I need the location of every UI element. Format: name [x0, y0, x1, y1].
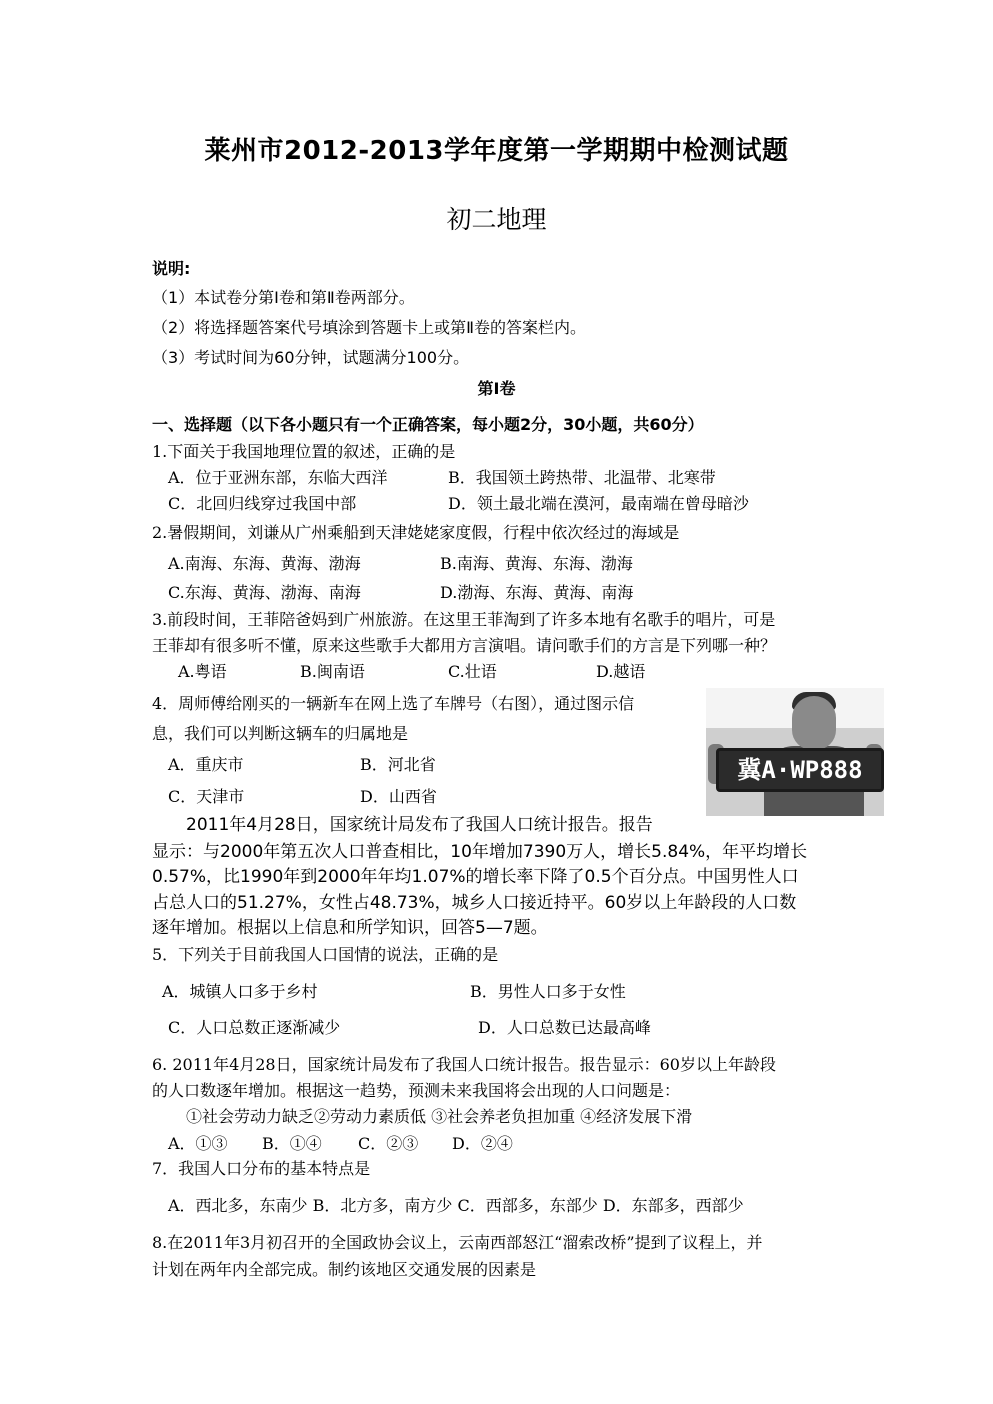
question-1-option-a: A．位于亚洲东部，东临大西洋 [168, 468, 388, 487]
question-8-stem: 8.在2011年3月初召开的全国政协会议上，云南西部怒江“溜索改桥”提到了议程上，并 [152, 1233, 763, 1252]
question-1-option-b: B．我国领土跨热带、北温带、北寒带 [448, 468, 716, 487]
question-1-option-d: D．领土最北端在漠河，最南端在曾母暗沙 [448, 494, 749, 513]
question-4-option-d: D．山西省 [360, 787, 437, 806]
question-7-options: A．西北多，东南少 B．北方多，南方少 C．西部多，东部少 D．东部多，西部少 [168, 1196, 744, 1215]
license-plate: 冀A·WP888 [716, 748, 884, 792]
passage-line: 2011年4月28日，国家统计局发布了我国人口统计报告。报告 [186, 815, 653, 835]
question-2-stem: 2.暑假期间，刘谦从广州乘船到天津姥姥家度假，行程中依次经过的海域是 [152, 523, 680, 542]
note-item: （1）本试卷分第Ⅰ卷和第Ⅱ卷两部分。 [152, 288, 415, 307]
exam-title: 莱州市2012-2013学年度第一学期期中检测试题 [204, 136, 789, 166]
section-title: 第Ⅰ卷 [477, 379, 516, 398]
question-4-stem: 息，我们可以判断这辆车的归属地是 [152, 724, 409, 743]
question-4-option-b: B．河北省 [360, 755, 436, 774]
question-6-items: ①社会劳动力缺乏②劳动力素质低 ③社会养老负担加重 ④经济发展下滑 [186, 1107, 693, 1126]
question-2-option-d: D.渤海、东海、黄海、南海 [440, 583, 634, 602]
question-5-stem: 5．下列关于目前我国人口国情的说法，正确的是 [152, 945, 499, 964]
question-5-option-d: D．人口总数已达最高峰 [478, 1018, 651, 1037]
passage-line: 显示：与2000年第五次人口普查相比，10年增加7390万人，增长5.84%，年平均增长 [152, 842, 808, 862]
passage-line: 占总人口的51.27%，女性占48.73%，城乡人口接近持平。60岁以上年龄段的人口数 [152, 893, 797, 913]
question-4-option-a: A．重庆市 [168, 755, 244, 774]
question-5-option-b: B．男性人口多于女性 [470, 982, 626, 1001]
question-2-option-a: A.南海、东海、黄海、渤海 [168, 554, 361, 573]
part-heading: 一、选择题（以下各小题只有一个正确答案，每小题2分，30小题，共60分） [152, 415, 704, 434]
passage-line: 逐年增加。根据以上信息和所学知识，回答5—7题。 [152, 918, 548, 938]
question-3-stem: 王菲却有很多听不懂，原来这些歌手大都用方言演唱。请问歌手们的方言是下列哪一种？ [152, 636, 777, 655]
question-6-stem: 的人口数逐年增加。根据这一趋势，预测未来我国将会出现的人口问题是： [152, 1081, 681, 1100]
question-6-stem: 6. 2011年4月28日，国家统计局发布了我国人口统计报告。报告显示：60岁以上年龄段 [152, 1055, 776, 1074]
question-3-option-c: C.壮语 [448, 662, 497, 681]
question-7-stem: 7．我国人口分布的基本特点是 [152, 1159, 371, 1178]
question-3-option-b: B.闽南语 [300, 662, 365, 681]
question-3-option-d: D.越语 [596, 662, 646, 681]
question-4-stem: 4．周师傅给刚买的一辆新车在网上选了车牌号（右图），通过图示信 [152, 694, 635, 713]
question-1-stem: 1.下面关于我国地理位置的叙述，正确的是 [152, 442, 456, 461]
question-5-option-a: A．城镇人口多于乡村 [162, 982, 318, 1001]
question-4-option-c: C．天津市 [168, 787, 245, 806]
notes-heading: 说明: [152, 259, 191, 278]
note-item: （2）将选择题答案代号填涂到答题卡上或第Ⅱ卷的答案栏内。 [152, 318, 587, 337]
question-2-option-c: C.东海、黄海、渤海、南海 [168, 583, 361, 602]
question-6-option-b: B．①④ [262, 1134, 322, 1153]
question-2-option-b: B.南海、黄海、东海、渤海 [440, 554, 633, 573]
question-6-option-a: A．①③ [168, 1134, 228, 1153]
question-6-option-d: D．②④ [452, 1134, 513, 1153]
question-8-stem: 计划在两年内全部完成。制约该地区交通发展的因素是 [152, 1260, 537, 1279]
question-1-option-c: C．北回归线穿过我国中部 [168, 494, 357, 513]
question-5-option-c: C．人口总数正逐渐减少 [168, 1018, 341, 1037]
question-3-stem: 3.前段时间，王菲陪爸妈到广州旅游。在这里王菲淘到了许多本地有名歌手的唱片，可是 [152, 610, 776, 629]
exam-subtitle: 初二地理 [446, 205, 547, 234]
note-item: （3）考试时间为60分钟，试题满分100分。 [152, 348, 470, 367]
passage-line: 0.57%，比1990年到2000年年均1.07%的增长率下降了0.5个百分点。中国男性人口 [152, 867, 799, 887]
question-6-option-c: C．②③ [358, 1134, 419, 1153]
question-3-option-a: A.粤语 [178, 662, 227, 681]
license-plate-photo [706, 688, 884, 816]
